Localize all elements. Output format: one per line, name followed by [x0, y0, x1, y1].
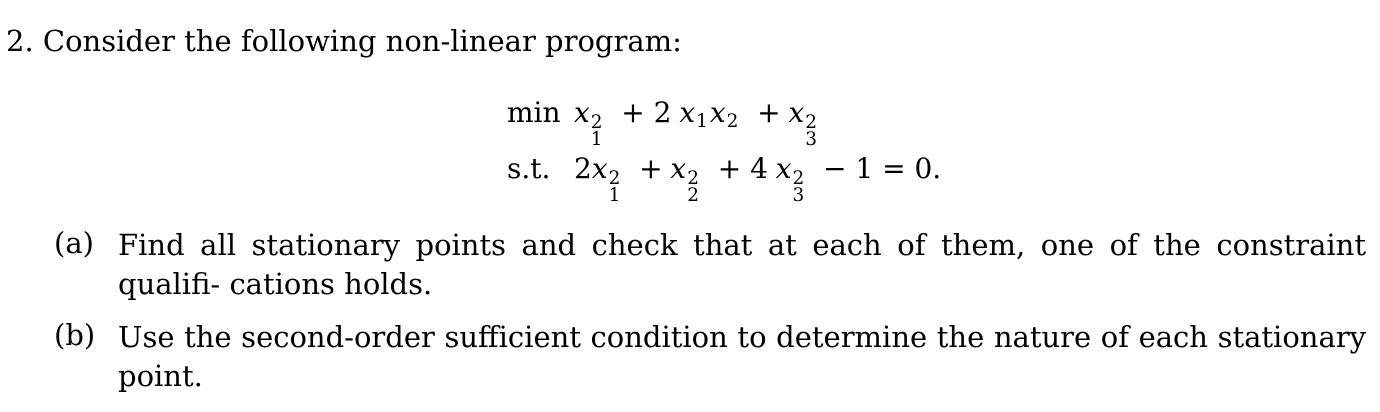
superscript: 2 [590, 112, 603, 134]
constraint-expression [574, 152, 949, 205]
superscript: 2 [687, 168, 699, 190]
var-x: x [775, 152, 792, 185]
var-x: x [574, 96, 590, 129]
objective-row [507, 96, 949, 152]
subscript-superscript [687, 168, 699, 207]
subscript: 3 [805, 129, 818, 151]
operator: + 2 [621, 96, 672, 129]
part-label: (b) [54, 318, 96, 353]
operator: + 4 [717, 152, 768, 185]
subscript-superscript [590, 112, 603, 151]
part-a [54, 226, 1366, 304]
subscript: 3 [792, 185, 805, 207]
superscript: 2 [608, 168, 621, 190]
var-x: x [679, 96, 696, 129]
superscript: 2 [805, 112, 818, 134]
objective-operator: min [507, 96, 561, 129]
subscript: 1 [590, 129, 603, 151]
var-x: x [788, 96, 805, 129]
objective-expression [574, 96, 819, 149]
var-x: x [709, 96, 726, 129]
subscript-superscript [792, 168, 805, 207]
constant-and-equality: − 1 = 0. [823, 152, 942, 185]
part-text: Use the second-order sufficient condition to determine the nature of each stationary point. [118, 320, 1366, 394]
var-x: x [670, 152, 687, 185]
constraint-operator: s.t. [507, 152, 551, 185]
part-label: (a) [54, 226, 94, 260]
subscript: 2 [726, 111, 739, 133]
operator: + [757, 96, 781, 129]
constraint-row [507, 152, 949, 208]
subscript: 1 [608, 185, 621, 207]
part-b [54, 318, 1366, 396]
coefficient: 2 [574, 152, 592, 185]
subscript-superscript [608, 168, 621, 207]
operator: + [639, 152, 663, 185]
subscript: 1 [696, 111, 708, 133]
question-parts [54, 226, 1366, 411]
nonlinear-program [507, 96, 949, 208]
problem-heading: 2. Consider the following non-linear program: [6, 24, 682, 58]
subscript: 2 [687, 185, 699, 207]
superscript: 2 [792, 168, 805, 190]
subscript-superscript [805, 112, 818, 151]
var-x: x [591, 152, 608, 185]
part-text: Find all stationary points and check that at each of them, one of the constraint qualifi- cations holds. [118, 228, 1366, 302]
